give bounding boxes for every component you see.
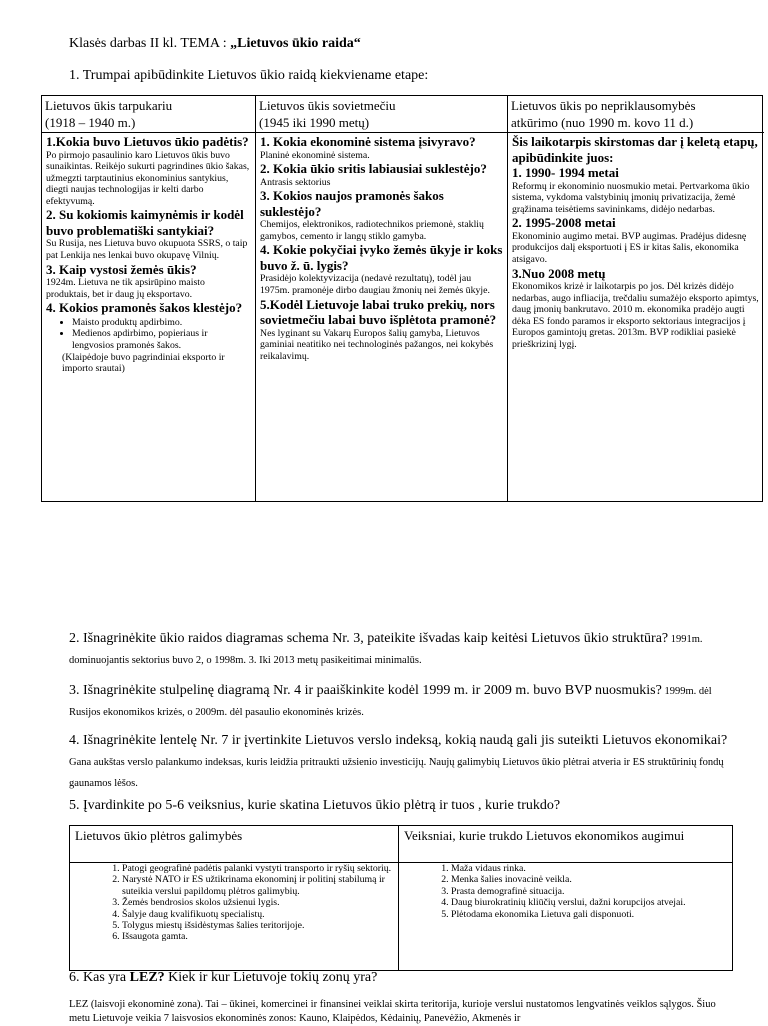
subquestion: 3. Kokios naujos pramonės šakos suklestėjo? — [260, 188, 444, 219]
column-body — [508, 133, 764, 352]
question-text: Kiek ir kur Lietuvoje tokių zonų yra? — [164, 970, 378, 985]
header-line: Lietuvos ūkis sovietmečiu — [259, 98, 396, 113]
column-header — [256, 96, 507, 133]
question-text: 4. Išnagrinėkite lentelę Nr. 7 ir įvertinkite Lietuvos verslo indeksą, kokią naudą gali jis suteikti Lietuvos ekonomikai? — [69, 733, 728, 748]
list-item: 6. Išsaugota gamta. — [122, 931, 394, 942]
header-line: Lietuvos ūkis po nepriklausomybės — [511, 98, 696, 113]
column-obstacles — [399, 826, 732, 970]
list-item: 1. Patogi geografinė padėtis palanki vystyti transporto ir ryšių sektorių. — [122, 863, 394, 874]
column-interwar — [42, 96, 256, 501]
industry-list — [46, 317, 251, 352]
question-2 — [69, 629, 733, 671]
list-item: • Medienos apdirbimo, popieriaus ir lengvosios pramonės šakos. — [72, 328, 251, 351]
answer-paragraph: LEZ (laisvoji ekonominė zona). Tai – ūkinei, komercinei ir finansinei veiklai skirta teritorija, kurioje verslui nustatomos lengvatinės veiklos sąlygos. Šiuo metu Lietuvoje veikia 7 laisvosios ekonominės zonos: Kauno, Klaipėdos, Kėdainių, Panevėžio, Akmenės ir — [69, 999, 716, 1024]
answer-text: Ekonomikos krizė ir laikotarpis po jos. Dėl krizės didėjo nedarbas, augo infliacija, trečdaliu sumažėjo eksporto apimtys, daug įmonių bankrutavo. 2010 m. ekonomika pradėjo augti dėka ES fondo paramos ir eksporto sektoriaus integracijos į Europos gamintojų gretas. 2013m. BVP rodikliai pasiekė prieškrizinį lygį. — [512, 281, 759, 351]
answer-text: 1999m. dėl Rusijos ekonomikos krizės, o 2009m. dėl pasaulio ekonominės krizės. — [69, 686, 712, 718]
list-item: 1. Maža vidaus rinka. — [451, 863, 728, 874]
subquestion: 5.Kodėl Lietuvoje labai truko prekių, nors sovietmečiu labai buvo išplėtota pramonė? — [260, 296, 497, 328]
answer-text: Po pirmojo pasaulinio karo Lietuvos ūkis buvo sunaikintas. Reikėjo sukurti pagrindines ūkio šakas, užmegzti tarptautinius ekonominius santykius, diegti naujas technologijas ir kelti darbo efektyvumą. — [46, 149, 250, 207]
question-text: 3. Išnagrinėkite stulpelinę diagramą Nr. 4 ir paaiškinkite kodėl 1999 m. ir 2009 m. buvo BVP nuosmukis? — [69, 683, 662, 698]
subquestion: 4. Kokie pokyčiai įvyko žemės ūkyje ir koks buvo ž. ū. lygis? — [260, 242, 503, 273]
answer-text: Reformų ir ekonominio nuosmukio metai. Pertvarkoma ūkio sistema, vykdoma valstybinių įmonių privatizacija, žemė grąžinama teisėtiems savininkams, didėjo nedarbas. — [512, 180, 750, 215]
question-1: 1. Trumpai apibūdinkite Lietuvos ūkio raidą kiekviename etape: — [69, 68, 429, 83]
answer-text: Ekonominio augimo metai. BVP augimas. Pradėjus didesnę produkcijos dalį eksportuoti į ES ir kitas šalis, ekonomika atsigavo. — [512, 230, 747, 265]
header-line: Lietuvos ūkis tarpukariu — [45, 98, 173, 113]
subquestion: 3. Kaip vystosi žemės ūkis? — [46, 261, 197, 277]
list-item: 3. Prasta demografinė situacija. — [451, 886, 728, 897]
obstacles-list — [399, 863, 732, 920]
list-item: 5. Plėtodama ekonomika Lietuva gali disponuoti. — [451, 909, 728, 920]
worksheet-title — [69, 36, 361, 52]
subquestion: 2. Su kokiomis kaimynėmis ir kodėl buvo problematiški santykiai? — [46, 207, 244, 238]
column-independence — [508, 96, 764, 501]
answer-note: (Klaipėdoje buvo pagrindiniai eksporto ir importo srautai) — [62, 351, 225, 375]
column-growth-opportunities — [70, 826, 399, 970]
list-item: 4. Daug biurokratinių kliūčių verslui, dažni korupcijos atvejai. — [451, 897, 728, 908]
question-3 — [69, 681, 733, 723]
answer-text: Chemijos, elektronikos, radiotechnikos priemonė, staklių gamybos, cemento ir langų stiklo gamyba. — [260, 219, 484, 242]
column-header — [508, 96, 764, 133]
column-body — [256, 133, 507, 363]
list-item: 4. Šalyje daug kvalifikuotų specialistų. — [122, 909, 394, 920]
subquestion: 4. Kokios pramonės šakos klestėjo? — [46, 300, 243, 316]
list-item: 3. Žemės bendrosios skolos užsienui lygis. — [122, 897, 394, 908]
subquestion: 2. 1995-2008 metai — [512, 215, 616, 231]
header-line: (1918 – 1940 m.) — [45, 115, 136, 130]
column-header: Veiksniai, kurie trukdo Lietuvos ekonomikos augimui — [399, 826, 732, 863]
header-line: (1945 iki 1990 metų) — [259, 115, 370, 130]
column-body — [42, 133, 255, 376]
column-header — [42, 96, 255, 133]
subquestion: 1.Kokia buvo Lietuvos ūkio padėtis? — [46, 134, 249, 149]
list-item: • Maisto produktų apdirbimo. — [72, 317, 251, 329]
question-6 — [69, 968, 377, 988]
question-keyword: LEZ? — [129, 970, 165, 985]
question-text: 6. Kas yra — [69, 970, 130, 985]
list-item: 5. Tolygus miestų išsidėstymas šalies teritorijoje. — [122, 920, 394, 931]
answer-text: 1991m. dominuojantis sektorius buvo 2, o 1998m. 3. Iki 2013 metų pasikeitimai minimalūs. — [69, 634, 703, 666]
subquestion: 3.Nuo 2008 metų — [512, 265, 606, 281]
economy-periods-table — [41, 95, 763, 502]
answer-text: Nes lyginant su Vakarų Europos šalių gamyba, Lietuvos gaminiai neatitiko nei technologinės pažangos, nei kokybės reikalavimų. — [260, 327, 494, 362]
subquestion: 2. Kokia ūkio sritis labiausiai suklestėjo? — [260, 161, 487, 177]
list-item: 2. Menka šalies inovacinė veikla. — [451, 874, 728, 885]
question-5: 5. Įvardinkite po 5-6 veiksnius, kurie skatina Lietuvos ūkio plėtrą ir tuos , kurie trukdo? — [69, 798, 561, 813]
column-header: Lietuvos ūkio plėtros galimybės — [70, 826, 398, 863]
factors-table — [69, 825, 733, 971]
answer-text: 1924m. Lietuva ne tik apsirūpino maisto produktais, bet ir daug jų eksportavo. — [46, 277, 205, 300]
title-topic: „Lietuvos ūkio raida“ — [230, 36, 361, 51]
list-item: 2. Narystė NATO ir ES užtikrinama ekonominį ir politinį stabilumą ir suteikia verslui papildomų plėtros galimybių. — [122, 874, 394, 897]
answer-text: Planinė ekonominė sistema. — [260, 149, 370, 161]
answer-text: Antrasis sektorius — [260, 176, 331, 188]
opportunities-list — [70, 863, 398, 943]
subquestion: 1. 1990- 1994 metai — [512, 165, 619, 180]
column-soviet — [256, 96, 508, 501]
answer-text: Gana aukštas verslo palankumo indeksas, kuris leidžia pritraukti užsienio investicijų. Naujų galimybių Lietuvos ūkio plėtrai atveria ir ES struktūrinių fondų gaunamos lėšos. — [69, 757, 724, 789]
answer-text: Prasidėjo kolektyvizacija (nedavė rezultatų), todėl jau 1975m. pramonėje dirbo daugiau žmonių nei žemės ūkyje. — [260, 273, 490, 296]
subquestion: Šis laikotarpis skirstomas dar į keletą etapų, apibūdinkite juos: — [512, 134, 758, 165]
question-4 — [69, 731, 733, 794]
title-prefix: Klasės darbas II kl. TEMA : — [69, 36, 231, 51]
question-text: 2. Išnagrinėkite ūkio raidos diagramas schema Nr. 3, pateikite išvadas kaip keitėsi Lietuvos ūkio struktūra? — [69, 631, 669, 646]
answer-text: Su Rusija, nes Lietuva buvo okupuota SSRS, o taip pat Lenkija nes lenkai buvo okupavę Vilnių. — [46, 238, 248, 262]
subquestion: 1. Kokia ekonominė sistema įsivyravo? — [260, 134, 476, 149]
header-line: atkūrimo (nuo 1990 m. kovo 11 d.) — [511, 115, 694, 130]
